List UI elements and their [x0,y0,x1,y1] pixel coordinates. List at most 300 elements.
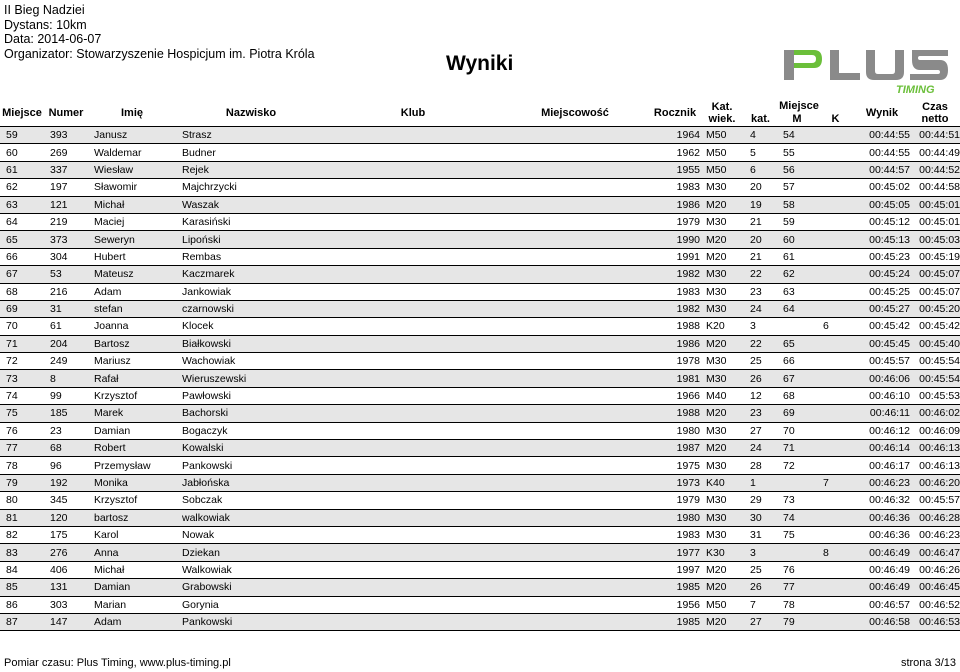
cell-place-k [817,213,854,230]
cell-net-time: 00:46:02 [910,405,960,422]
cell-place-m: 61 [777,248,817,265]
cell-city [500,544,650,561]
cell-club [326,422,500,439]
cell-place-k [817,353,854,370]
cell-place: 80 [0,492,44,509]
table-row [0,387,960,404]
cell-city [500,457,650,474]
cell-year: 1978 [650,353,700,370]
cell-place: 86 [0,596,44,613]
cell-place-k [817,457,854,474]
cell-last-name: Budner [176,144,326,161]
cell-place: 75 [0,405,44,422]
cell-result: 00:46:32 [854,492,910,509]
cell-category-place: 24 [744,440,777,457]
cell-category-place: 20 [744,179,777,196]
cell-net-time: 00:46:09 [910,422,960,439]
cell-place-m: 57 [777,179,817,196]
cell-last-name: Pawłowski [176,387,326,404]
cell-category: M50 [700,596,744,613]
cell-number: 345 [44,492,88,509]
cell-result: 00:45:13 [854,231,910,248]
cell-number: 147 [44,613,88,630]
cell-place-k [817,231,854,248]
table-header [0,100,960,127]
cell-city [500,248,650,265]
cell-year: 1979 [650,492,700,509]
cell-category: M30 [700,213,744,230]
cell-number: 197 [44,179,88,196]
cell-net-time: 00:45:53 [910,387,960,404]
cell-category-place: 1 [744,474,777,491]
cell-net-time: 00:46:26 [910,561,960,578]
cell-category: M50 [700,144,744,161]
cell-number: 337 [44,161,88,178]
cell-first-name: bartosz [88,509,176,526]
cell-first-name: Damian [88,579,176,596]
cell-year: 1988 [650,318,700,335]
table-row [0,613,960,630]
cell-last-name: czarnowski [176,300,326,317]
col-numer: Numer [44,100,88,127]
cell-club [326,492,500,509]
cell-last-name: Kowalski [176,440,326,457]
cell-net-time: 00:45:01 [910,196,960,213]
cell-first-name: Karol [88,526,176,543]
cell-category-place: 21 [744,248,777,265]
cell-place: 60 [0,144,44,161]
cell-number: 249 [44,353,88,370]
cell-city [500,300,650,317]
cell-result: 00:45:23 [854,248,910,265]
table-row [0,596,960,613]
table-row [0,422,960,439]
cell-year: 1991 [650,248,700,265]
cell-result: 00:46:17 [854,457,910,474]
cell-category: K20 [700,318,744,335]
cell-category: M30 [700,509,744,526]
cell-first-name: Waldemar [88,144,176,161]
cell-net-time: 00:46:53 [910,613,960,630]
cell-net-time: 00:46:52 [910,596,960,613]
cell-place-k [817,561,854,578]
cell-category-place: 23 [744,405,777,422]
cell-place-k [817,509,854,526]
cell-club [326,144,500,161]
cell-place-m: 74 [777,509,817,526]
cell-category: M50 [700,127,744,144]
cell-year: 1980 [650,509,700,526]
cell-year: 1956 [650,596,700,613]
cell-place-k [817,405,854,422]
cell-result: 00:46:12 [854,422,910,439]
cell-place-k [817,283,854,300]
cell-number: 23 [44,422,88,439]
col-nazwisko: Nazwisko [176,100,326,127]
cell-result: 00:46:10 [854,387,910,404]
cell-result: 00:46:49 [854,544,910,561]
cell-place: 59 [0,127,44,144]
cell-last-name: Klocek [176,318,326,335]
cell-place-m: 76 [777,561,817,578]
cell-place-m: 58 [777,196,817,213]
cell-city [500,526,650,543]
cell-category-place: 3 [744,318,777,335]
cell-last-name: Walkowiak [176,561,326,578]
cell-club [326,300,500,317]
cell-category-place: 31 [744,526,777,543]
cell-city [500,318,650,335]
cell-place-m: 79 [777,613,817,630]
table-row [0,509,960,526]
cell-number: 131 [44,579,88,596]
cell-first-name: Sławomir [88,179,176,196]
cell-result: 00:45:42 [854,318,910,335]
cell-net-time: 00:44:52 [910,161,960,178]
cell-number: 406 [44,561,88,578]
table-row [0,474,960,491]
cell-first-name: Monika [88,474,176,491]
cell-place-m: 72 [777,457,817,474]
cell-city [500,353,650,370]
cell-city [500,596,650,613]
cell-place: 61 [0,161,44,178]
cell-club [326,318,500,335]
cell-club [326,231,500,248]
cell-first-name: Michał [88,196,176,213]
cell-year: 1997 [650,561,700,578]
cell-last-name: Waszak [176,196,326,213]
cell-first-name: Adam [88,283,176,300]
cell-category: M20 [700,231,744,248]
table-row [0,318,960,335]
cell-first-name: Wiesław [88,161,176,178]
cell-number: 276 [44,544,88,561]
event-organizer: Organizator: Stowarzyszenie Hospicjum im. Piotra Króla [4,46,315,61]
cell-year: 1983 [650,179,700,196]
cell-place-k [817,387,854,404]
cell-city [500,492,650,509]
cell-number: 53 [44,266,88,283]
cell-last-name: Wieruszewski [176,370,326,387]
cell-club [326,161,500,178]
cell-place-m: 65 [777,335,817,352]
cell-last-name: Lipoński [176,231,326,248]
cell-number: 269 [44,144,88,161]
cell-city [500,144,650,161]
cell-city [500,283,650,300]
cell-number: 185 [44,405,88,422]
table-row [0,526,960,543]
table-row [0,231,960,248]
cell-category-place: 23 [744,283,777,300]
cell-category-place: 12 [744,387,777,404]
page-title: Wyniki [446,52,514,75]
cell-net-time: 00:45:20 [910,300,960,317]
cell-category-place: 24 [744,300,777,317]
cell-category-place: 7 [744,596,777,613]
cell-place: 83 [0,544,44,561]
cell-place-m: 56 [777,161,817,178]
cell-result: 00:46:36 [854,509,910,526]
col-miejsce-group: Miejsce [779,100,819,112]
col-sub-kat: kat. [744,112,777,127]
cell-last-name: Rembas [176,248,326,265]
plus-timing-logo [778,44,954,96]
cell-place: 63 [0,196,44,213]
cell-place: 87 [0,613,44,630]
cell-result: 00:46:06 [854,370,910,387]
event-distance: Dystans: 10km [4,17,87,32]
cell-category: M30 [700,370,744,387]
cell-place-m: 55 [777,144,817,161]
cell-place: 78 [0,457,44,474]
cell-place-k [817,196,854,213]
cell-category-place: 5 [744,144,777,161]
cell-category: M30 [700,457,744,474]
cell-place-m: 73 [777,492,817,509]
cell-result: 00:45:27 [854,300,910,317]
cell-city [500,266,650,283]
cell-city [500,231,650,248]
cell-category-place: 4 [744,127,777,144]
cell-net-time: 00:45:07 [910,266,960,283]
cell-club [326,127,500,144]
footer-page-number: strona 3/13 [900,657,956,669]
cell-year: 1983 [650,526,700,543]
col-rocznik: Rocznik [650,100,700,127]
table-row [0,405,960,422]
cell-first-name: Anna [88,544,176,561]
cell-category: M40 [700,387,744,404]
cell-club [326,213,500,230]
cell-place-k [817,579,854,596]
cell-place-m: 71 [777,440,817,457]
cell-last-name: Białkowski [176,335,326,352]
table-row [0,353,960,370]
cell-place-m: 62 [777,266,817,283]
cell-club [326,613,500,630]
cell-club [326,179,500,196]
cell-club [326,266,500,283]
col-kat-wiek-line1: Kat. [711,101,733,113]
col-miejsce: Miejsce [0,100,44,127]
table-row [0,179,960,196]
cell-net-time: 00:45:40 [910,335,960,352]
cell-number: 175 [44,526,88,543]
event-info [4,3,315,61]
cell-place: 65 [0,231,44,248]
cell-city [500,613,650,630]
cell-last-name: Nowak [176,526,326,543]
cell-category: M20 [700,335,744,352]
cell-place: 79 [0,474,44,491]
cell-net-time: 00:45:42 [910,318,960,335]
cell-place-m [777,318,817,335]
cell-category-place: 22 [744,266,777,283]
cell-year: 1962 [650,144,700,161]
cell-first-name: Joanna [88,318,176,335]
cell-first-name: Krzysztof [88,387,176,404]
cell-result: 00:46:49 [854,579,910,596]
cell-result: 00:46:49 [854,561,910,578]
cell-year: 1990 [650,231,700,248]
cell-net-time: 00:46:20 [910,474,960,491]
cell-first-name: Rafał [88,370,176,387]
table-row [0,492,960,509]
cell-last-name: walkowiak [176,509,326,526]
cell-place-k [817,526,854,543]
col-czas-netto: Czas netto [910,100,960,127]
cell-year: 1975 [650,457,700,474]
cell-year: 1973 [650,474,700,491]
cell-category-place: 3 [744,544,777,561]
cell-last-name: Rejek [176,161,326,178]
cell-number: 303 [44,596,88,613]
cell-number: 68 [44,440,88,457]
cell-place-k [817,492,854,509]
cell-last-name: Sobczak [176,492,326,509]
cell-year: 1986 [650,196,700,213]
cell-category: M30 [700,179,744,196]
cell-number: 192 [44,474,88,491]
col-kat-wiek [700,100,744,127]
cell-year: 1983 [650,283,700,300]
table-row [0,579,960,596]
cell-club [326,509,500,526]
cell-place-k: 7 [817,474,854,491]
cell-result: 00:45:57 [854,353,910,370]
cell-net-time: 00:45:07 [910,283,960,300]
cell-category-place: 27 [744,613,777,630]
table-row [0,161,960,178]
cell-number: 204 [44,335,88,352]
cell-category-place: 21 [744,213,777,230]
cell-result: 00:46:58 [854,613,910,630]
cell-net-time: 00:46:45 [910,579,960,596]
table-row [0,457,960,474]
cell-category: M30 [700,526,744,543]
cell-place-k [817,127,854,144]
cell-result: 00:44:55 [854,127,910,144]
cell-city [500,213,650,230]
cell-category: M30 [700,492,744,509]
cell-category: M30 [700,353,744,370]
cell-place-m: 59 [777,213,817,230]
cell-club [326,283,500,300]
cell-place-k: 8 [817,544,854,561]
cell-club [326,526,500,543]
cell-place-k [817,440,854,457]
cell-club [326,596,500,613]
cell-year: 1986 [650,335,700,352]
cell-club [326,248,500,265]
cell-place-m: 60 [777,231,817,248]
cell-year: 1985 [650,579,700,596]
cell-place: 69 [0,300,44,317]
table-row [0,213,960,230]
cell-result: 00:46:57 [854,596,910,613]
cell-category-place: 26 [744,370,777,387]
cell-category-place: 27 [744,422,777,439]
cell-club [326,405,500,422]
cell-place: 70 [0,318,44,335]
col-sub-m: M [777,112,817,127]
cell-place-k [817,335,854,352]
cell-result: 00:45:45 [854,335,910,352]
cell-first-name: Damian [88,422,176,439]
cell-city [500,335,650,352]
cell-last-name: Grabowski [176,579,326,596]
col-sub-k: K [817,112,854,127]
cell-place-k [817,179,854,196]
cell-city [500,196,650,213]
col-wynik: Wynik [854,100,910,127]
cell-place: 77 [0,440,44,457]
cell-place-m [777,474,817,491]
cell-category: M30 [700,266,744,283]
cell-place-m: 75 [777,526,817,543]
cell-last-name: Pankowski [176,457,326,474]
table-row [0,544,960,561]
cell-place: 81 [0,509,44,526]
cell-place-k [817,300,854,317]
cell-number: 219 [44,213,88,230]
cell-first-name: Maciej [88,213,176,230]
cell-first-name: Bartosz [88,335,176,352]
cell-club [326,579,500,596]
cell-result: 00:46:23 [854,474,910,491]
cell-last-name: Wachowiak [176,353,326,370]
cell-number: 393 [44,127,88,144]
cell-first-name: Mariusz [88,353,176,370]
cell-city [500,405,650,422]
cell-place-k [817,144,854,161]
cell-last-name: Jabłońska [176,474,326,491]
cell-last-name: Gorynia [176,596,326,613]
cell-net-time: 00:46:23 [910,526,960,543]
cell-last-name: Pankowski [176,613,326,630]
col-miejscowosc: Miejscowość [500,100,650,127]
cell-city [500,440,650,457]
cell-net-time: 00:46:28 [910,509,960,526]
cell-category-place: 19 [744,196,777,213]
cell-city [500,561,650,578]
cell-result: 00:44:57 [854,161,910,178]
cell-city [500,161,650,178]
cell-category: M20 [700,613,744,630]
cell-number: 96 [44,457,88,474]
cell-first-name: Marian [88,596,176,613]
cell-category-place: 25 [744,561,777,578]
cell-result: 00:46:14 [854,440,910,457]
cell-net-time: 00:44:51 [910,127,960,144]
cell-club [326,561,500,578]
cell-category: M20 [700,440,744,457]
cell-club [326,544,500,561]
cell-category: M20 [700,405,744,422]
cell-place-m: 66 [777,353,817,370]
cell-city [500,422,650,439]
cell-place: 64 [0,213,44,230]
results-table [0,100,960,631]
cell-net-time: 00:45:19 [910,248,960,265]
footer-timing-credit: Pomiar czasu: Plus Timing, www.plus-timing.pl [4,657,231,669]
cell-city [500,127,650,144]
cell-category: M30 [700,300,744,317]
cell-place-m [777,544,817,561]
cell-place: 68 [0,283,44,300]
